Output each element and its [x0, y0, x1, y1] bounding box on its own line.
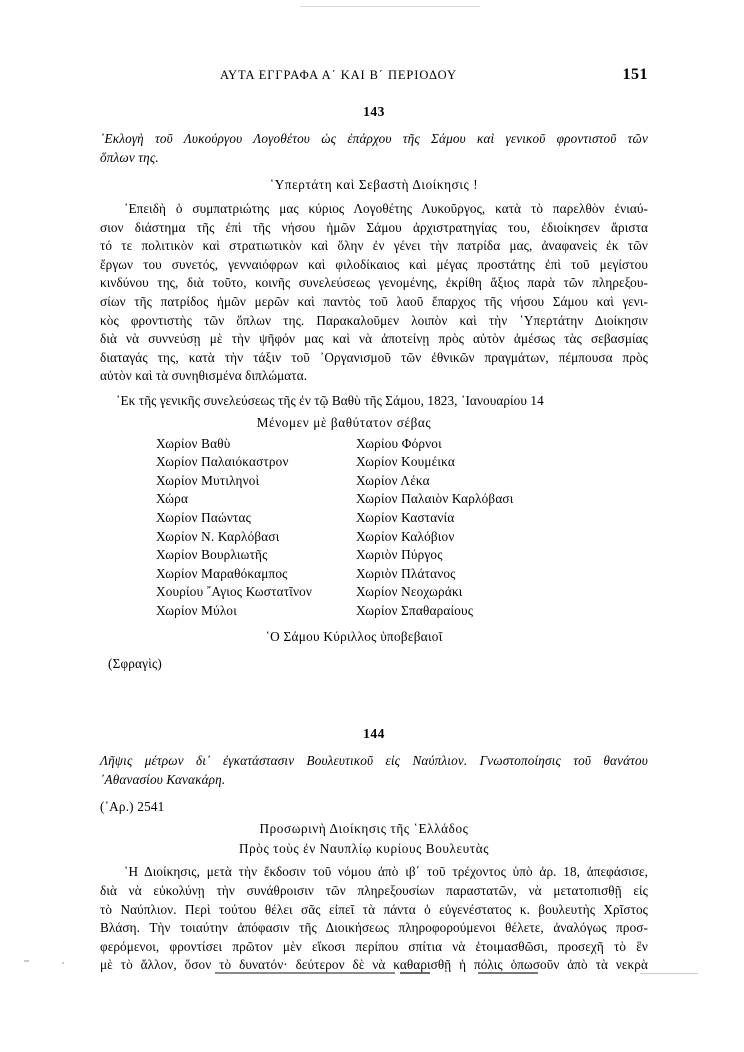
village-row [156, 602, 648, 621]
village-row [156, 528, 648, 547]
list-heading-143: Μένομεν μὲ βαθύτατον σέβας [256, 414, 432, 430]
village-name-left: Χωρίον Βαθὺ [156, 435, 231, 451]
village-name-right: Χωρίον Λέκα [356, 472, 430, 488]
body-line: κὸς φροντιστὴς τῶν ὅπλων της. Παρακαλοῦμεν λοιπὸν καὶ τὴν ῾Υπερτάτην Διοίκησιν [100, 312, 648, 328]
summary-144 [100, 752, 648, 789]
village-name-right: Χωρίον Καστανία [356, 509, 455, 525]
scan-artifact-speck [640, 973, 698, 974]
village-list [100, 435, 648, 621]
village-row [156, 509, 648, 528]
summary-line: Λῆψις μέτρων δι᾿ ἐγκατάστασιν Βουλευτικοῦ εἰς Ναύπλιον. Γνωστοποίησις τοῦ θανάτου [100, 753, 648, 769]
village-name-left: Χώρα [156, 491, 189, 507]
body-line: διὰ νὰ συννεύσῃ μὲ τὴν ψῆφόν μας καὶ νὰ ἀποτείνῃ πρὸς αὐτὸν ἀμέσως τὰς σεβασμίας [100, 331, 648, 347]
scan-artifact-top [300, 6, 480, 7]
page-number: 151 [622, 66, 648, 83]
village-name-right: Χωριὸν Πλάτανος [356, 565, 456, 581]
body-paragraph-144 [100, 863, 648, 975]
body-line: τό τε πολιτικὸν καὶ στρατιωτικὸν καὶ ὅλην ἐν γένει τὴν πατρίδα μας, ἀναφανεὶς ἐκ τῶν [100, 238, 648, 254]
body-line: σιον διάστημα τῆς ἐπὶ τῆς νήσου ἡμῶν Σάμου ἀρχιστρατηγίας του, ἐδιοίκησεν ἄριστα [100, 219, 648, 235]
scan-artifact-speck [62, 962, 64, 964]
summary-143 [100, 130, 648, 167]
body-line: μὲ τὸ ἄλλον, ὅσον τὸ δυνατόν· δεύτερον δὲ νὰ καθαρισθῇ ἡ πόλις ὁπωσοῦν ἀπὸ τὰ νεκρὰ [100, 957, 648, 973]
village-name-left: Χωρίον Μύλοι [156, 602, 237, 618]
village-row [156, 546, 648, 565]
body-line: ῾Η Διοίκησις, μετὰ τὴν ἔκδοσιν τοῦ νόμου ἀπὸ ιβ΄ τοῦ τρέχοντος ὑπὸ ἀρ. 18, ἀπεφάσισε, [124, 864, 648, 880]
page-content [100, 68, 648, 975]
section-number-144: 144 [363, 726, 385, 742]
running-head [100, 68, 648, 90]
village-row [156, 583, 648, 602]
running-head-title: ΑΥΤΑ ΕΓΓΡΑΦΑ Α΄ ΚΑΙ Β΄ ΠΕΡΙΟΔΟΥ [220, 68, 457, 82]
body-line: κινδύνου της, διὰ τοῦτο, κοινῆς συνελεύσεως γενομένης, ἐκρίθη ἄξιος παρὰ τῶν πληρεξου- [100, 275, 648, 291]
village-name-right: Χωρίον Κουμέικα [356, 454, 456, 470]
village-name-right: Χωριὸν Πύργος [356, 547, 443, 563]
body-line: διὰ νὰ εὐκολύνῃ τὴν συνάθροισιν τῶν πληρεξουσίων παραστατῶν, νὰ μετατοπισθῇ εἰς [100, 883, 648, 899]
summary-line: ᾿Εκλογὴ τοῦ Λυκούργου Λογοθέτου ὡς ἐπάρχου τῆς Σάμου καὶ γενικοῦ φροντιστοῦ τῶν [100, 131, 648, 146]
summary-line: ὅπλων της. [100, 149, 159, 165]
signature-143: ῾Ο Σάμου Κύριλλος ὑποβεβαιοῖ [265, 629, 443, 645]
addressee-heading-144: Πρὸς τοὺς ἐν Ναυπλίῳ κυρίους Βουλευτὰς [238, 841, 490, 857]
body-line: ᾿Επειδὴ ὁ συμπατριώτης μας κύριος Λογοθέτης Λυκοῦργος, κατὰ τὸ παρελθὸν ἐνιαύ- [124, 201, 648, 216]
body-line: Βλάση. Τὴν τοιαύτην ἀπόφασιν τῆς Διοικήσεως πληροφορούμενοι θέλετε, ἀναλόγως προσ- [100, 920, 648, 936]
body-line: σίων τῆς πατρίδος ἡμῶν μερῶν καὶ παντὸς τοῦ λαοῦ ἔπαρχος τῆς νήσου Σάμου καὶ γενι- [100, 293, 648, 309]
village-name-left: Χωρίον Παλαιόκαστρον [156, 454, 289, 470]
village-name-left: Χωρίον Παώντας [156, 509, 252, 525]
village-row [156, 490, 648, 509]
village-row [156, 453, 648, 472]
body-line: αὐτὸν καὶ τὰ συνηθισμένα διπλώματα. [100, 368, 308, 384]
authority-heading-144: Προσωρινὴ Διοίκησις τῆς ῾Ελλάδος [259, 821, 469, 837]
village-name-left: Χωρίον Ν. Καρλόβασι [156, 528, 280, 544]
village-name-right: Χωρίον Σπαθαραίους [356, 602, 474, 618]
summary-line: ᾿Αθανασίου Κανακάρη. [100, 771, 226, 787]
village-name-right: Χωρίον Καλόβιον [356, 528, 455, 544]
document-number-144: (᾿Αρ.) 2541 [100, 799, 165, 815]
section-number-143: 143 [363, 104, 385, 119]
seal-note-143: (Σφραγὶς) [108, 656, 162, 672]
date-line-text: ᾿Εκ τῆς γενικῆς συνελεύσεως τῆς ἐν τῷ Βαθὺ τῆς Σάμου, 1823, ᾿Ιανουαρίου 14 [116, 392, 544, 408]
salutation-143: ῾Υπερτάτη καὶ Σεβαστὴ Διοίκησις ! [269, 177, 479, 192]
body-line: διαταγάς της, κατὰ τὴν τάξιν τοῦ ᾿Οργανισμοῦ τῶν ἐθνικῶν πραγμάτων, πέμπουσα πρὸς [100, 349, 648, 365]
body-line: ἔργων του συνετός, γενναιόφρων καὶ φιλοδίκαιος καὶ μέγας προστάτης ἐπὶ τοῦ μεγίστου [100, 256, 648, 272]
date-line-143 [100, 392, 648, 411]
village-row [156, 472, 648, 491]
village-name-left: Χωρίον Μυτιληνοὶ [156, 472, 260, 488]
body-paragraph-143 [100, 200, 648, 386]
village-row [156, 435, 648, 454]
village-name-right: Χωρίον Παλαιὸν Καρλόβασι [356, 491, 514, 507]
village-name-left: Χωρίον Βουρλιωτῆς [156, 547, 268, 563]
village-name-left: Χωρίον Μαραθόκαμπος [156, 565, 288, 581]
village-row [156, 565, 648, 584]
scan-artifact-speck [24, 960, 29, 962]
body-line: φερόμενοι, φροντίσει πρῶτον μὲν εἴκοσι περίπου σπίτια νὰ ἑτοιμασθῶσι, προσεχῆ τὸ ἓν [100, 938, 648, 954]
village-name-right: Χωρίου Φόρνοι [356, 435, 442, 451]
body-line: τὸ Ναύπλιον. Περὶ τούτου θέλει σᾶς εἰπεῖ τὰ πάντα ὁ εὐγενέστατος κ. βουλευτὴς Χρῖστος [100, 901, 648, 917]
village-name-left: Χουρίου ῎Αγιος Κωστατῖνον [156, 584, 313, 600]
section-gap [100, 672, 648, 720]
village-name-right: Χωρίον Νεοχωράκι [356, 584, 463, 600]
